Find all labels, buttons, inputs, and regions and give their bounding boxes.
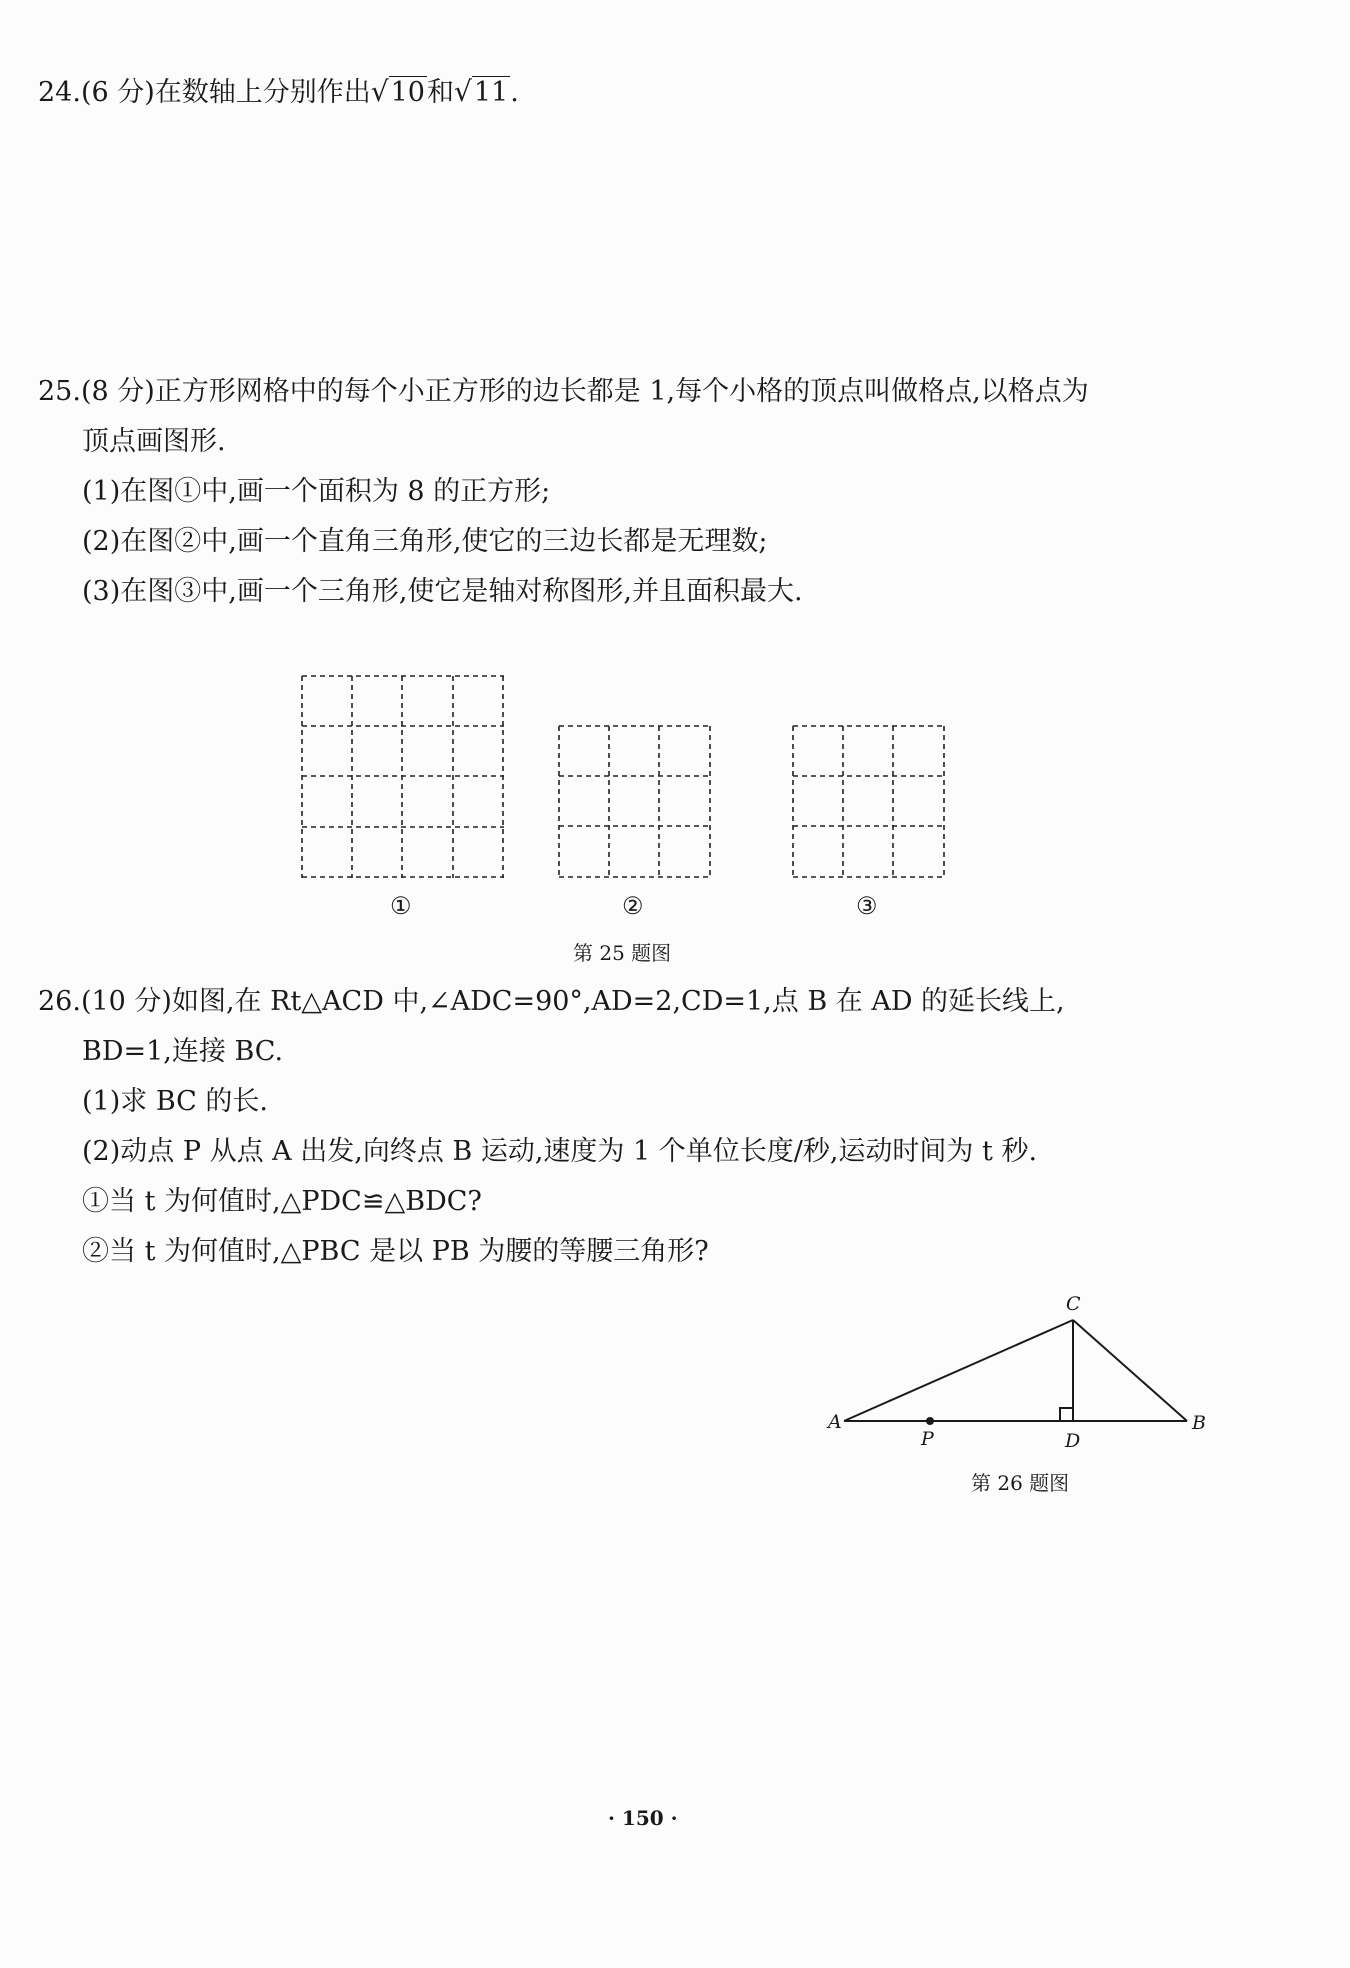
q26-caption: 第 26 题图 <box>971 1471 1070 1495</box>
q26-part2: (2)动点 P 从点 A 出发,向终点 B 运动,速度为 1 个单位长度/秒,运动时间为 t 秒. <box>82 1136 1038 1167</box>
sqrt-11: √11 <box>453 75 509 108</box>
sqrt-10: √10 <box>370 75 425 108</box>
triangle-figure <box>820 1280 1220 1460</box>
segment-AC <box>844 1320 1073 1421</box>
grid-3 <box>791 724 947 880</box>
grid-1-label: ① <box>390 892 412 920</box>
page-number: · 150 · <box>608 1806 678 1830</box>
point-P <box>926 1417 934 1425</box>
grid-1 <box>300 674 506 880</box>
grid-3-label: ③ <box>856 892 878 920</box>
q26-line1: 26.(10 分)如图,在 Rt△ACD 中,∠ADC=90°,AD=2,CD=1,点 B 在 AD 的延长线上, <box>38 986 1065 1017</box>
q26-line2: BD=1,连接 BC. <box>82 1036 284 1067</box>
label-P: P <box>921 1428 934 1450</box>
q26-sub2: ②当 t 为何值时,△PBC 是以 PB 为腰的等腰三角形? <box>82 1236 709 1267</box>
label-B: B <box>1192 1412 1206 1434</box>
label-D: D <box>1065 1430 1081 1452</box>
q26-part1: (1)求 BC 的长. <box>82 1086 268 1117</box>
grid-2 <box>557 724 713 880</box>
right-angle-mark <box>1060 1408 1073 1421</box>
q25-part2: (2)在图②中,画一个直角三角形,使它的三边长都是无理数; <box>82 526 768 557</box>
q25-line2: 顶点画图形. <box>82 426 226 457</box>
q25-caption: 第 25 题图 <box>573 941 672 965</box>
q26-sub1: ①当 t 为何值时,△PDC≌△BDC? <box>82 1186 482 1217</box>
q24-text: 24.(6 分)在数轴上分别作出√10和√11. <box>38 74 519 111</box>
grid-2-label: ② <box>622 892 644 920</box>
q25-part3: (3)在图③中,画一个三角形,使它是轴对称图形,并且面积最大. <box>82 576 803 607</box>
q25-part1: (1)在图①中,画一个面积为 8 的正方形; <box>82 476 551 507</box>
label-A: A <box>828 1411 842 1433</box>
label-C: C <box>1066 1293 1081 1315</box>
q25-line1: 25.(8 分)正方形网格中的每个小正方形的边长都是 1,每个小格的顶点叫做格点,以格点为 <box>38 376 1089 407</box>
segment-CB <box>1073 1320 1187 1421</box>
